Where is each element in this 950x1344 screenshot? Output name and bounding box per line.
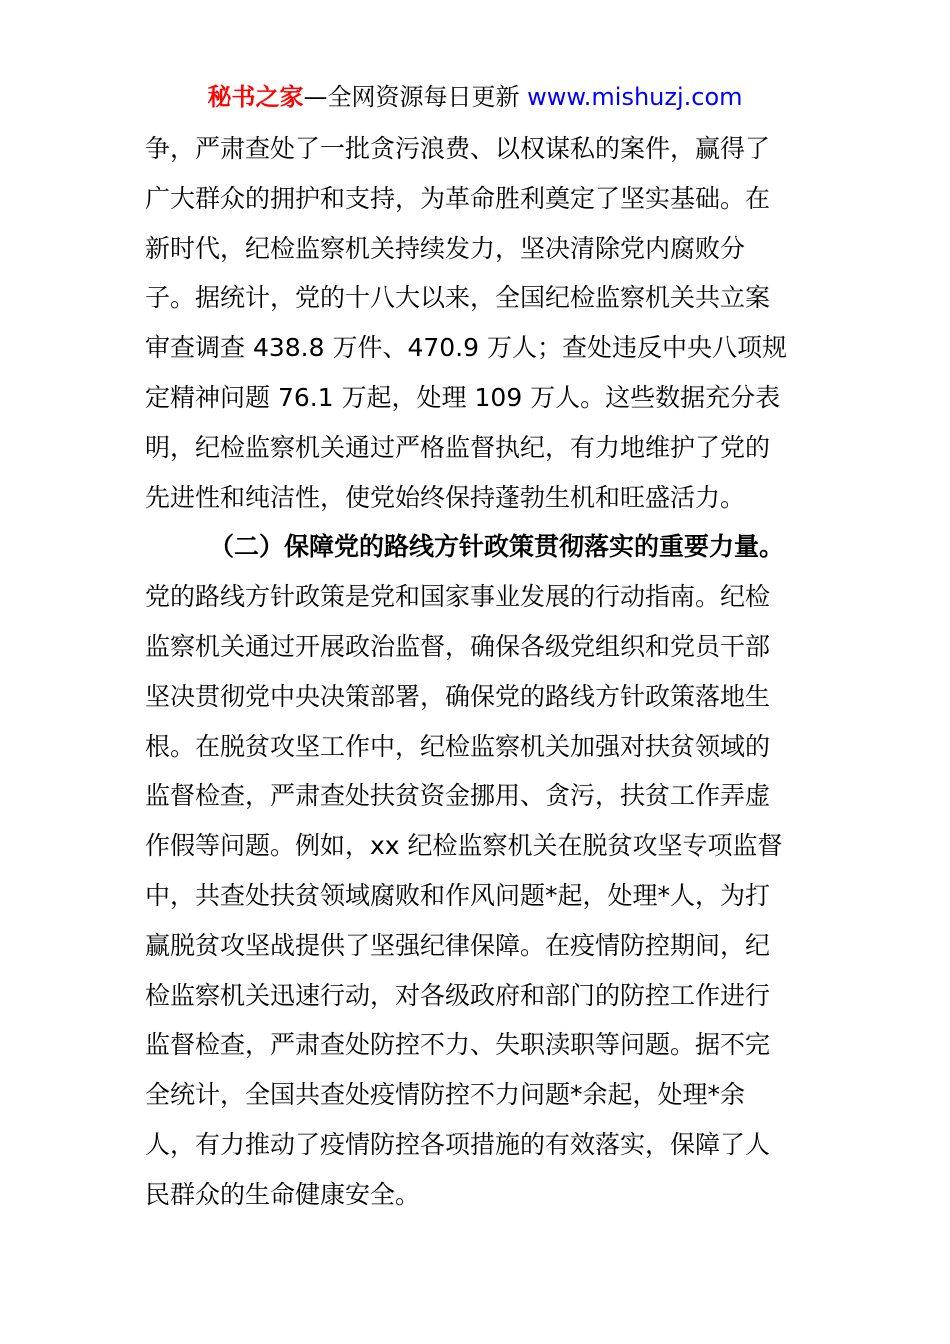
text-line: 新时代，纪检监察机关持续发力，坚决清除党内腐败分 <box>145 233 746 263</box>
text-line: 先进性和纯洁性，使党始终保持蓬勃生机和旺盛活力。 <box>145 482 746 512</box>
text-line: 子。据统计，党的十八大以来，全国纪检监察机关共立案 <box>145 283 771 313</box>
text-line: 人，有力推动了疫情防控各项措施的有效落实，保障了人 <box>145 1129 771 1159</box>
header-tagline: —全网资源每日更新 <box>303 83 528 111</box>
section-heading: （二）保障党的路线方针政策贯彻落实的重要力量。 <box>209 532 785 562</box>
text-line: 民群众的生命健康安全。 <box>145 1179 421 1209</box>
site-brand: 秘书之家 <box>207 83 304 111</box>
text-line: 坚决贯彻党中央决策部署，确保党的路线方针政策落地生 <box>145 681 771 711</box>
text-line: 根。在脱贫攻坚工作中，纪检监察机关加强对扶贫领域的 <box>145 731 771 761</box>
text-line: 作假等问题。例如，xx 纪检监察机关在脱贫攻坚专项监督 <box>145 831 783 861</box>
text-line: 监督检查，严肃查处防控不力、失职渎职等问题。据不完 <box>145 1030 771 1060</box>
text-line: 党的路线方针政策是党和国家事业发展的行动指南。纪检 <box>145 582 771 612</box>
text-line: 中，共查处扶贫领域腐败和作风问题*起，处理*人，为打 <box>145 880 771 910</box>
text-line: 明，纪检监察机关通过严格监督执纪，有力地维护了党的 <box>145 432 771 462</box>
text-line: 争，严肃查处了一批贪污浪费、以权谋私的案件，赢得了 <box>145 134 771 163</box>
text-line: 全统计，全国共查处疫情防控不力问题*余起，处理*余 <box>145 1080 746 1110</box>
text-line: 定精神问题 76.1 万起，处理 109 万人。这些数据充分表 <box>145 382 781 412</box>
text-line: 检监察机关迅速行动，对各级政府和部门的防控工作进行 <box>145 980 771 1010</box>
text-line: 审查调查 438.8 万件、470.9 万人；查处违反中央八项规 <box>145 333 787 363</box>
text-line: 赢脱贫攻坚战提供了坚强纪律保障。在疫情防控期间，纪 <box>145 930 771 960</box>
site-url[interactable]: www.mishuzj.com <box>527 83 743 111</box>
text-line: 监察机关通过开展政治监督，确保各级党组织和党员干部 <box>145 631 771 661</box>
text-line: 监督检查，严肃查处扶贫资金挪用、贪污，扶贫工作弄虚 <box>145 781 771 811</box>
text-line: 广大群众的拥护和支持，为革命胜利奠定了坚实基础。在 <box>145 183 771 213</box>
page-header <box>0 80 950 114</box>
document-body <box>145 124 825 1220</box>
